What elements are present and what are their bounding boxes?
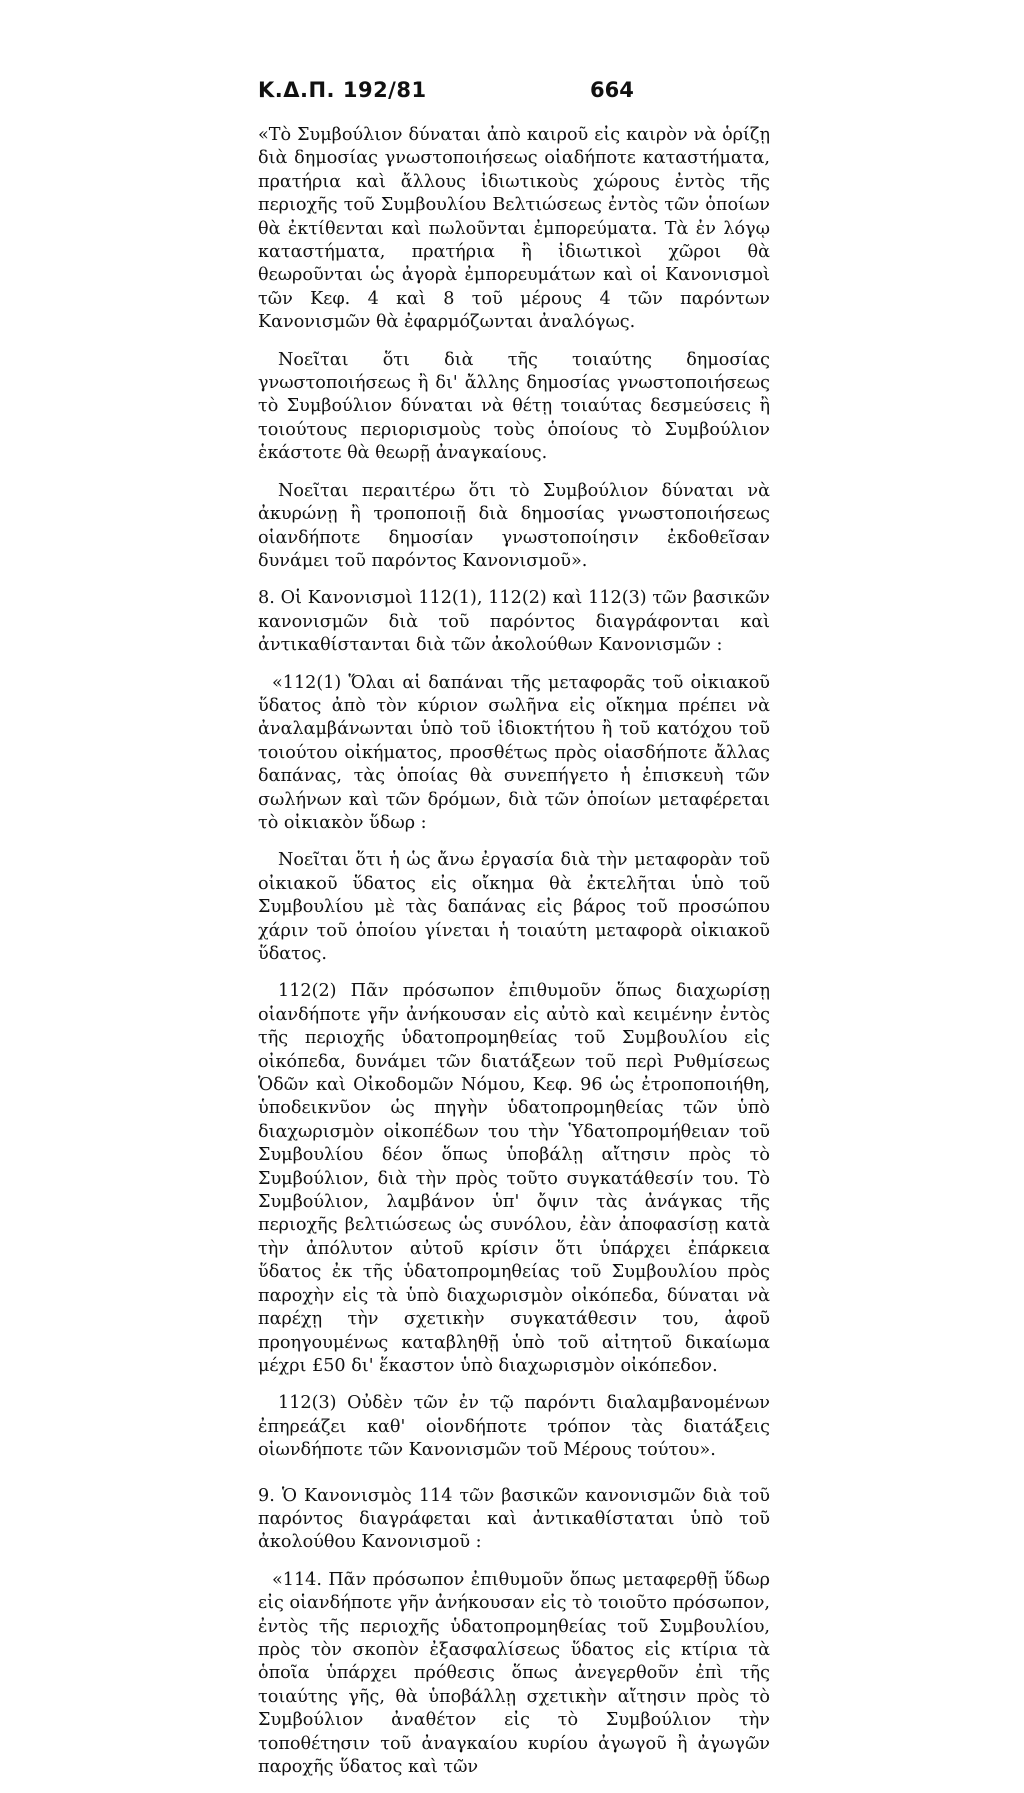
paragraph-section-9: 9. Ὁ Κανονισμὸς 114 τῶν βασικῶν κανονισμῶν διὰ τοῦ παρόντος διαγράφεται καὶ ἀντικαθίσταται ὑπὸ τοῦ ἀκολούθου Κανονισμοῦ : <box>258 1485 770 1553</box>
regulation-reference: Κ.Δ.Π. 192/81 <box>258 78 427 102</box>
page-number: 664 <box>590 78 634 102</box>
paragraph-proviso-restrictions: Νοεῖται ὅτι διὰ τῆς τοιαύτης δημοσίας γνωστοποιήσεως ἢ δι' ἄλλης δημοσίας γνωστοποιήσεως τὸ Συμβούλιον δύναται νὰ θέτῃ τοιαύτας δεσμεύσεις ἢ τοιούτους περιορισμοὺς τοὺς ὁποίους τὸ Συμβούλιον ἑκάστοτε θὰ θεωρῇ ἀναγκαίους. <box>258 349 770 464</box>
paragraph-market-designation: «Τὸ Συμβούλιον δύναται ἀπὸ καιροῦ εἰς καιρὸν νὰ ὁρίζῃ διὰ δημοσίας γνωστοποιήσεως οἱαδήποτε καταστήματα, πρατήρια καὶ ἄλλους ἰδιωτικοὺς χώρους ἐντὸς τῆς περιοχῆς τοῦ Συμβουλίου Βελτιώσεως ἐντὸς τῶν ὁποίων θὰ ἐκτίθενται καὶ πωλοῦνται ἐμπορεύματα. Τὰ ἐν λόγῳ καταστήματα, πρατήρια ἢ ἰδιωτικοὶ χῶροι θὰ θεωροῦνται ὡς ἀγορὰ ἐμπορευμάτων καὶ οἱ Κανονισμοὶ τῶν Κεφ. 4 καὶ 8 τοῦ μέρους 4 τῶν παρόντων Κανονισμῶν θὰ ἐφαρμόζωνται ἀναλόγως. <box>258 125 770 333</box>
paragraph-section-8: 8. Οἱ Κανονισμοὶ 112(1), 112(2) καὶ 112(3) τῶν βασικῶν κανονισμῶν διὰ τοῦ παρόντος διαγράφονται καὶ ἀντικαθίστανται διὰ τῶν ἀκολούθων Κανονισμῶν : <box>258 588 770 656</box>
paragraph-regulation-114: «114. Πᾶν πρόσωπον ἐπιθυμοῦν ὅπως μεταφερθῇ ὕδωρ εἰς οἱανδήποτε γῆν ἀνήκουσαν εἰς τὸ τοιοῦτο πρόσωπον, ἐντὸς τῆς περιοχῆς ὑδατοπρομηθείας τοῦ Συμβουλίου, πρὸς τὸν σκοπὸν ἐξασφαλίσεως ὕδατος εἰς κτίρια τὰ ὁποῖα ὑπάρχει πρόθεσις ὅπως ἀνεγερθοῦν ἐπὶ τῆς τοιαύτης γῆς, θὰ ὑποβάλλῃ σχετικὴν αἴτησιν πρὸς τὸ Συμβούλιον ἀναθέτον εἰς τὸ Συμβούλιον τὴν τοποθέτησιν τοῦ ἀναγκαίου κυρίου ἀγωγοῦ ἢ ἀγωγῶν παροχῆς ὕδατος καὶ τῶν <box>258 1569 770 1777</box>
document-body <box>258 124 770 1793</box>
paragraph-proviso-water-transport: Νοεῖται ὅτι ἡ ὡς ἄνω ἐργασία διὰ τὴν μεταφορὰν τοῦ οἰκιακοῦ ὕδατος εἰς οἴκημα θὰ ἐκτελῆται ὑπὸ τοῦ Συμβουλίου μὲ τὰς δαπάνας εἰς βάρος τοῦ προσώπου χάριν τοῦ ὁποίου γίνεται ἡ τοιαύτη μεταφορὰ οἰκιακοῦ ὕδατος. <box>258 850 770 964</box>
paragraph-proviso-amendment: Νοεῖται περαιτέρω ὅτι τὸ Συμβούλιον δύναται νὰ ἀκυρώνῃ ἢ τροποποιῇ διὰ δημοσίας γνωστοποιήσεως οἱανδήποτε δημοσίαν γνωστοποίησιν ἐκδοθεῖσαν δυνάμει τοῦ παρόντος Κανονισμοῦ». <box>258 480 770 571</box>
page-header <box>258 78 778 108</box>
paragraph-regulation-112-2: 112(2) Πᾶν πρόσωπον ἐπιθυμοῦν ὅπως διαχωρίσῃ οἱανδήποτε γῆν ἀνήκουσαν εἰς αὐτὸ καὶ κειμένην ἐντὸς τῆς περιοχῆς ὑδατοπρομηθείας τοῦ Συμβουλίου εἰς οἰκόπεδα, δυνάμει τῶν διατάξεων τοῦ περὶ Ρυθμίσεως Ὁδῶν καὶ Οἰκοδομῶν Νόμου, Κεφ. 96 ὡς ἐτροποποιήθη, ὑποδεικνῦον ὡς πηγὴν ὑδατοπρομηθείας τῶν ὑπὸ διαχωρισμὸν οἰκοπέδων του τὴν Ὑδατοπρομήθειαν τοῦ Συμβουλίου δέον ὅπως ὑποβάλῃ αἴτησιν πρὸς τὸ Συμβούλιον, διὰ τὴν πρὸς τοῦτο συγκατάθεσίν του. Τὸ Συμβούλιον, λαμβάνον ὑπ' ὄψιν τὰς ἀνάγκας τῆς περιοχῆς βελτιώσεως ὡς συνόλου, ἐὰν ἀποφασίσῃ κατὰ τὴν ἀπόλυτον αὐτοῦ κρίσιν ὅτι ὑπάρχει ἐπάρκεια ὕδατος ἐκ τῆς ὑδατοπρομηθείας τοῦ Συμβουλίου πρὸς παροχὴν εἰς τὰ ὑπὸ διαχωρισμὸν οἰκόπεδα, δύναται νὰ παρέχῃ τὴν σχετικὴν συγκατάθεσιν του, ἀφοῦ προηγουμένως καταβληθῇ ὑπὸ τοῦ αἰτητοῦ δικαίωμα μέχρι £50 δι' ἕκαστον ὑπὸ διαχωρισμὸν οἰκόπεδον. <box>258 981 770 1376</box>
paragraph-regulation-112-3: 112(3) Οὐδὲν τῶν ἐν τῷ παρόντι διαλαμβανομένων ἐπηρεάζει καθ' οἱονδήποτε τρόπον τὰς διατάξεις οἱωνδήποτε τῶν Κανονισμῶν τοῦ Μέρους τούτου». <box>258 1393 770 1461</box>
paragraph-regulation-112-1: «112(1) Ὅλαι αἱ δαπάναι τῆς μεταφορᾶς τοῦ οἰκιακοῦ ὕδατος ἀπὸ τὸν κύριον σωλῆνα εἰς οἴκημα πρέπει νὰ ἀναλαμβάνωνται ὑπὸ τοῦ ἰδιοκτήτου ἢ τοῦ κατόχου τοῦ τοιούτου οἰκήματος, προσθέτως πρὸς οἱασδήποτε ἄλλας δαπάνας, τὰς ὁποίας θὰ συνεπήγετο ἡ ἐπισκευὴ τῶν σωλήνων καὶ τῶν δρόμων, διὰ τῶν ὁποίων μεταφέρεται τὸ οἰκιακὸν ὕδωρ : <box>258 672 770 833</box>
